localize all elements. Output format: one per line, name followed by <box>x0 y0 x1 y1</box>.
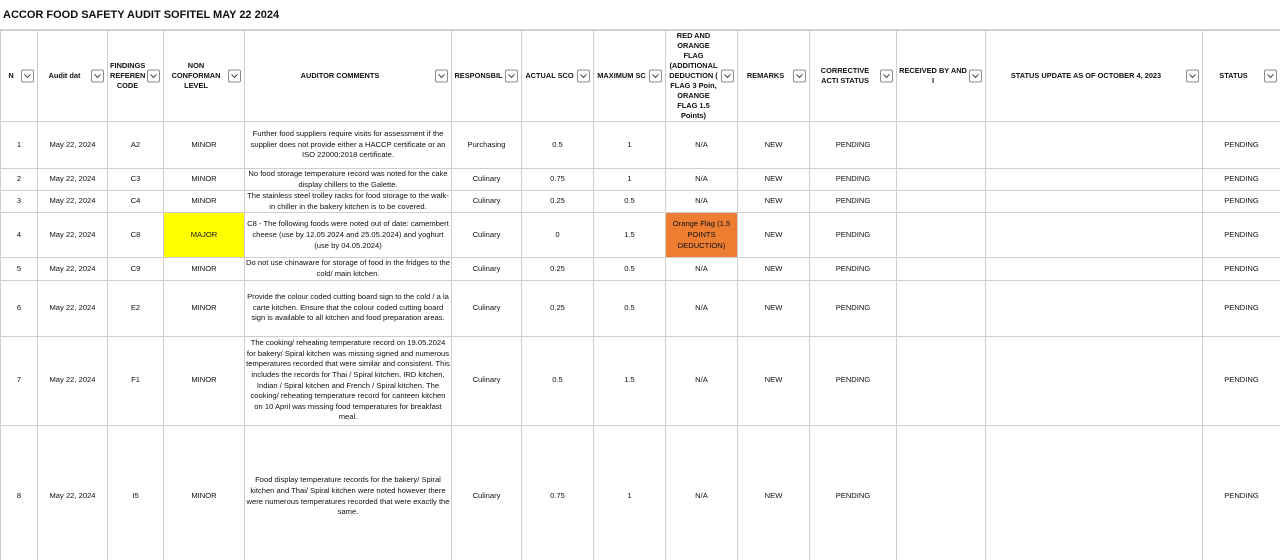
remarks-cell[interactable]: NEW <box>738 258 810 280</box>
column-header-label: RESPONSBIL <box>454 71 503 80</box>
column-header-4[interactable] <box>245 31 452 122</box>
row-number-cell[interactable]: 6 <box>1 280 38 336</box>
nonconformance-level-cell[interactable]: MINOR <box>164 169 245 191</box>
table-row <box>1 191 1280 213</box>
column-header-label: ACTUAL SCO <box>525 71 574 80</box>
table-body <box>1 122 1280 560</box>
flag-deduction-cell[interactable]: N/A <box>666 169 738 191</box>
actual-score-cell[interactable]: 0 <box>522 213 594 258</box>
actual-score-cell[interactable]: 0.25 <box>522 191 594 213</box>
row-number-cell[interactable]: 4 <box>1 213 38 258</box>
table-row <box>1 280 1280 336</box>
row-number-cell[interactable]: 2 <box>1 169 38 191</box>
received-by-cell[interactable] <box>897 258 986 280</box>
actual-score-cell[interactable]: 0.75 <box>522 425 594 560</box>
audit-date-cell[interactable]: May 22, 2024 <box>38 191 108 213</box>
column-header-10[interactable] <box>810 31 897 122</box>
actual-score-cell[interactable]: 0.5 <box>522 122 594 169</box>
row-number-cell[interactable]: 3 <box>1 191 38 213</box>
filter-dropdown-icon[interactable] <box>880 70 893 83</box>
auditor-comment-cell[interactable]: C8 - The following foods were noted out of date: camembert cheese (use by 12.05.2024 and 25.05.2024) and yoghurt (use by 04.05.2024) <box>245 213 452 258</box>
table-row <box>1 336 1280 425</box>
row-number-cell[interactable]: 8 <box>1 425 38 560</box>
filter-dropdown-icon[interactable] <box>147 70 160 83</box>
row-number-cell[interactable]: 7 <box>1 336 38 425</box>
sheet-title[interactable]: ACCOR FOOD SAFETY AUDIT SOFITEL MAY 22 2024 <box>0 0 1280 30</box>
remarks-cell[interactable]: NEW <box>738 280 810 336</box>
column-header-label: RED AND ORANGE FLAG (ADDITIONAL DEDUCTION ( FLAG 3 Poin, ORANGE FLAG 1.5 Points) <box>669 31 718 120</box>
responsibility-cell[interactable]: Culinary <box>452 213 522 258</box>
column-header-7[interactable] <box>594 31 666 122</box>
maximum-score-cell[interactable]: 1.5 <box>594 336 666 425</box>
audit-date-cell[interactable]: May 22, 2024 <box>38 258 108 280</box>
status-cell[interactable]: PENDING <box>1203 122 1280 169</box>
column-header-label: Audit dat <box>48 71 81 80</box>
flag-deduction-cell[interactable]: N/A <box>666 191 738 213</box>
filter-dropdown-icon[interactable] <box>21 70 34 83</box>
maximum-score-cell[interactable]: 0.5 <box>594 191 666 213</box>
received-by-cell[interactable] <box>897 191 986 213</box>
actual-score-cell[interactable]: 0.5 <box>522 336 594 425</box>
responsibility-cell[interactable]: Culinary <box>452 169 522 191</box>
status-update-cell[interactable] <box>986 280 1203 336</box>
auditor-comment-cell[interactable]: The cooking/ reheating temperature record on 19.05.2024 for bakery/ Spiral kitchen was missing signed and numerous temperatures recorded that were similar and consistent. This includes the records for Thai / Spiral kitchen, IRD kitchen, Indian / Spiral kitchen and French / Spiral kitchen. The cooking/ reheating temperature record for canteen kitchen on 10 April was missing food temperatures for breakfast meal. <box>245 336 452 425</box>
remarks-cell[interactable]: NEW <box>738 122 810 169</box>
received-by-cell[interactable] <box>897 425 986 560</box>
row-number-cell[interactable]: 5 <box>1 258 38 280</box>
flag-deduction-cell[interactable]: N/A <box>666 122 738 169</box>
filter-dropdown-icon[interactable] <box>649 70 662 83</box>
actual-score-cell[interactable]: 0.25 <box>522 258 594 280</box>
auditor-comment-cell[interactable]: Do not use chinaware for storage of food in the fridges to the cold/ main kitchen. <box>245 258 452 280</box>
finding-code-cell[interactable]: C4 <box>108 191 164 213</box>
finding-code-cell[interactable]: C9 <box>108 258 164 280</box>
column-header-label: N <box>8 71 14 80</box>
flag-deduction-cell[interactable]: N/A <box>666 280 738 336</box>
remarks-cell[interactable]: NEW <box>738 336 810 425</box>
table-row <box>1 258 1280 280</box>
column-header-3[interactable] <box>164 31 245 122</box>
nonconformance-level-cell[interactable]: MINOR <box>164 122 245 169</box>
responsibility-cell[interactable]: Culinary <box>452 191 522 213</box>
table-row <box>1 169 1280 191</box>
table-row <box>1 122 1280 169</box>
received-by-cell[interactable] <box>897 122 986 169</box>
corrective-action-status-cell[interactable]: PENDING <box>810 425 897 560</box>
finding-code-cell[interactable]: A2 <box>108 122 164 169</box>
column-header-label: AUDITOR COMMENTS <box>300 71 380 80</box>
corrective-action-status-cell[interactable]: PENDING <box>810 258 897 280</box>
column-header-label: RECEIVED BY AND I <box>899 66 967 85</box>
nonconformance-level-cell[interactable]: MINOR <box>164 191 245 213</box>
flag-deduction-cell[interactable]: Orange Flag (1.5 POINTS DEDUCTION) <box>666 213 738 258</box>
received-by-cell[interactable] <box>897 213 986 258</box>
status-cell[interactable]: PENDING <box>1203 169 1280 191</box>
remarks-cell[interactable]: NEW <box>738 169 810 191</box>
column-header-label: STATUS <box>1219 71 1248 80</box>
remarks-cell[interactable]: NEW <box>738 425 810 560</box>
column-header-label: NON CONFORMAN LEVEL <box>171 61 221 90</box>
finding-code-cell[interactable]: C3 <box>108 169 164 191</box>
maximum-score-cell[interactable]: 0.5 <box>594 280 666 336</box>
status-update-cell[interactable] <box>986 169 1203 191</box>
table-row <box>1 213 1280 258</box>
corrective-action-status-cell[interactable]: PENDING <box>810 336 897 425</box>
responsibility-cell[interactable]: Culinary <box>452 280 522 336</box>
audit-date-cell[interactable]: May 22, 2024 <box>38 280 108 336</box>
filter-dropdown-icon[interactable] <box>91 70 104 83</box>
finding-code-cell[interactable]: I5 <box>108 425 164 560</box>
remarks-cell[interactable]: NEW <box>738 191 810 213</box>
filter-dropdown-icon[interactable] <box>721 70 734 83</box>
status-update-cell[interactable] <box>986 191 1203 213</box>
flag-deduction-cell[interactable]: N/A <box>666 258 738 280</box>
actual-score-cell[interactable]: 0.25 <box>522 280 594 336</box>
responsibility-cell[interactable]: Culinary <box>452 258 522 280</box>
maximum-score-cell[interactable]: 0.5 <box>594 258 666 280</box>
auditor-comment-cell[interactable]: Further food suppliers require visits for assessment if the supplier does not provide either a HACCP certificate or an ISO 22000:2018 certificate. <box>245 122 452 169</box>
audit-date-cell[interactable]: May 22, 2024 <box>38 122 108 169</box>
column-header-9[interactable] <box>738 31 810 122</box>
filter-dropdown-icon[interactable] <box>228 70 241 83</box>
nonconformance-level-cell[interactable]: MINOR <box>164 425 245 560</box>
auditor-comment-cell[interactable]: The stainless steel trolley racks for food storage to the walk-in chiller in the bakery kitchen is to be covered. <box>245 191 452 213</box>
status-cell[interactable]: PENDING <box>1203 213 1280 258</box>
filter-dropdown-icon[interactable] <box>1186 70 1199 83</box>
actual-score-cell[interactable]: 0.75 <box>522 169 594 191</box>
row-number-cell[interactable]: 1 <box>1 122 38 169</box>
corrective-action-status-cell[interactable]: PENDING <box>810 169 897 191</box>
column-header-2[interactable] <box>108 31 164 122</box>
flag-deduction-cell[interactable]: N/A <box>666 425 738 560</box>
filter-dropdown-icon[interactable] <box>1264 70 1277 83</box>
column-header-5[interactable] <box>452 31 522 122</box>
filter-dropdown-icon[interactable] <box>505 70 518 83</box>
column-header-label: CORRECTIVE ACTI STATUS <box>820 66 870 85</box>
column-header-13[interactable] <box>1203 31 1280 122</box>
filter-dropdown-icon[interactable] <box>577 70 590 83</box>
maximum-score-cell[interactable]: 1 <box>594 122 666 169</box>
status-update-cell[interactable] <box>986 122 1203 169</box>
finding-code-cell[interactable]: C8 <box>108 213 164 258</box>
status-cell[interactable]: PENDING <box>1203 258 1280 280</box>
status-update-cell[interactable] <box>986 425 1203 560</box>
column-header-1[interactable] <box>38 31 108 122</box>
column-header-0[interactable] <box>1 31 38 122</box>
responsibility-cell[interactable]: Culinary <box>452 336 522 425</box>
maximum-score-cell[interactable]: 1 <box>594 169 666 191</box>
audit-date-cell[interactable]: May 22, 2024 <box>38 213 108 258</box>
corrective-action-status-cell[interactable]: PENDING <box>810 122 897 169</box>
column-header-label: MAXIMUM SC <box>597 71 646 80</box>
remarks-cell[interactable]: NEW <box>738 213 810 258</box>
received-by-cell[interactable] <box>897 169 986 191</box>
received-by-cell[interactable] <box>897 336 986 425</box>
audit-table <box>0 30 1280 560</box>
column-header-6[interactable] <box>522 31 594 122</box>
audit-date-cell[interactable]: May 22, 2024 <box>38 336 108 425</box>
nonconformance-level-cell[interactable]: MINOR <box>164 336 245 425</box>
column-header-label: FINDINGS REFEREN CODE <box>110 61 146 90</box>
status-update-cell[interactable] <box>986 336 1203 425</box>
status-cell[interactable]: PENDING <box>1203 280 1280 336</box>
flag-deduction-cell[interactable]: N/A <box>666 336 738 425</box>
audit-date-cell[interactable]: May 22, 2024 <box>38 425 108 560</box>
filter-dropdown-icon[interactable] <box>793 70 806 83</box>
auditor-comment-cell[interactable]: No food storage temperature record was noted for the cake display chillers to the Galette. <box>245 169 452 191</box>
column-header-label: STATUS UPDATE AS OF OCTOBER 4, 2023 <box>1010 71 1162 80</box>
finding-code-cell[interactable]: F1 <box>108 336 164 425</box>
nonconformance-level-cell[interactable]: MINOR <box>164 258 245 280</box>
received-by-cell[interactable] <box>897 280 986 336</box>
nonconformance-level-cell[interactable]: MAJOR <box>164 213 245 258</box>
status-update-cell[interactable] <box>986 213 1203 258</box>
finding-code-cell[interactable]: E2 <box>108 280 164 336</box>
header-row <box>1 31 1280 122</box>
status-cell[interactable]: PENDING <box>1203 336 1280 425</box>
corrective-action-status-cell[interactable]: PENDING <box>810 191 897 213</box>
filter-dropdown-icon[interactable] <box>969 70 982 83</box>
corrective-action-status-cell[interactable]: PENDING <box>810 280 897 336</box>
audit-date-cell[interactable]: May 22, 2024 <box>38 169 108 191</box>
responsibility-cell[interactable]: Culinary <box>452 425 522 560</box>
column-header-label: REMARKS <box>746 71 785 80</box>
corrective-action-status-cell[interactable]: PENDING <box>810 213 897 258</box>
status-cell[interactable]: PENDING <box>1203 425 1280 560</box>
maximum-score-cell[interactable]: 1 <box>594 425 666 560</box>
filter-dropdown-icon[interactable] <box>435 70 448 83</box>
maximum-score-cell[interactable]: 1.5 <box>594 213 666 258</box>
auditor-comment-cell[interactable]: Food display temperature records for the bakery/ Spiral kitchen and Thai/ Spiral kitchen were noted however there were numerous temperatures recorded that were exactly the same. <box>245 425 452 560</box>
column-header-8[interactable] <box>666 31 738 122</box>
status-update-cell[interactable] <box>986 258 1203 280</box>
column-header-12[interactable] <box>986 31 1203 122</box>
status-cell[interactable]: PENDING <box>1203 191 1280 213</box>
nonconformance-level-cell[interactable]: MINOR <box>164 280 245 336</box>
table-row <box>1 425 1280 560</box>
responsibility-cell[interactable]: Purchasing <box>452 122 522 169</box>
auditor-comment-cell[interactable]: Provide the colour coded cutting board sign to the cold / a la carte kitchen. Ensure that the colour coded cutting board sign is available to all kitchen and food preparation areas. <box>245 280 452 336</box>
column-header-11[interactable] <box>897 31 986 122</box>
